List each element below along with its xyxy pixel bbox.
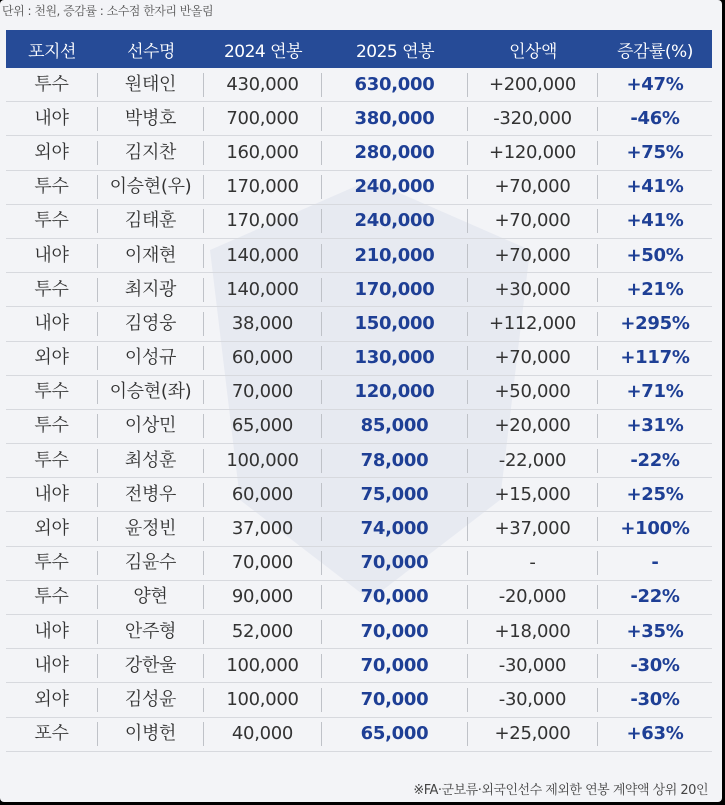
salary-2025-cell: 240,000 <box>322 209 468 233</box>
player-name-cell: 윤정빈 <box>98 517 204 541</box>
position-cell: 투수 <box>6 175 98 199</box>
raise-cell: +70,000 <box>468 175 598 199</box>
raise-cell: +15,000 <box>468 483 598 507</box>
salary-2024-cell: 100,000 <box>204 654 322 678</box>
raise-cell: +25,000 <box>468 722 598 746</box>
player-name-cell: 전병우 <box>98 483 204 507</box>
position-cell: 외야 <box>6 346 98 370</box>
salary-2024-cell: 40,000 <box>204 722 322 746</box>
player-name-cell: 이승현(좌) <box>98 380 204 404</box>
change-rate-cell: -22% <box>630 449 680 471</box>
raise-cell: +37,000 <box>468 517 598 541</box>
change-rate-cell: -46% <box>630 107 680 129</box>
position-cell: 포수 <box>6 722 98 746</box>
salary-2024-cell: 100,000 <box>204 688 322 712</box>
salary-2025-cell: 70,000 <box>322 551 468 575</box>
position-cell: 투수 <box>6 380 98 404</box>
salary-2025-cell: 630,000 <box>322 73 468 97</box>
raise-cell: -30,000 <box>468 654 598 678</box>
position-cell: 내야 <box>6 654 98 678</box>
salary-table <box>6 30 712 752</box>
change-rate-cell: +41% <box>626 176 684 198</box>
change-rate-cell: +31% <box>626 415 684 437</box>
table-row <box>6 68 712 102</box>
player-name-cell: 최성훈 <box>98 449 204 473</box>
table-body <box>6 68 712 752</box>
table-row <box>6 273 712 307</box>
table-row <box>6 307 712 341</box>
salary-2025-cell: 74,000 <box>322 517 468 541</box>
salary-2025-cell: 70,000 <box>322 688 468 712</box>
position-cell: 투수 <box>6 278 98 302</box>
footnote: ※FA·군보류·외국인선수 제외한 연봉 계약액 상위 20인 <box>413 783 708 798</box>
player-name-cell: 양현 <box>98 585 204 609</box>
change-rate-cell: +100% <box>620 518 690 540</box>
change-rate-cell: +50% <box>626 244 684 266</box>
change-rate-cell: +63% <box>626 723 684 745</box>
salary-2025-cell: 170,000 <box>322 278 468 302</box>
salary-2025-cell: 75,000 <box>322 483 468 507</box>
raise-cell: +200,000 <box>468 73 598 97</box>
salary-2024-cell: 60,000 <box>204 483 322 507</box>
change-rate-cell: -30% <box>630 688 680 710</box>
table-row <box>6 512 712 546</box>
raise-cell: +50,000 <box>468 380 598 404</box>
change-rate-cell: +71% <box>626 381 684 403</box>
player-name-cell: 김태훈 <box>98 209 204 233</box>
position-cell: 투수 <box>6 585 98 609</box>
change-rate-cell: +75% <box>626 141 684 163</box>
position-cell: 외야 <box>6 141 98 165</box>
salary-2024-cell: 140,000 <box>204 278 322 302</box>
table-row <box>6 649 712 683</box>
table-row <box>6 410 712 444</box>
table-row <box>6 239 712 273</box>
change-rate-cell: -22% <box>630 586 680 608</box>
raise-cell: - <box>468 551 598 575</box>
change-rate-cell: +25% <box>626 483 684 505</box>
position-cell: 내야 <box>6 483 98 507</box>
player-name-cell: 김성윤 <box>98 688 204 712</box>
table-row <box>6 718 712 752</box>
salary-2025-cell: 65,000 <box>322 722 468 746</box>
raise-cell: +70,000 <box>468 209 598 233</box>
header-salary-2024: 2024 연봉 <box>223 41 302 62</box>
raise-cell: -20,000 <box>468 585 598 609</box>
raise-cell: +112,000 <box>468 312 598 336</box>
change-rate-cell: - <box>651 552 659 574</box>
position-cell: 내야 <box>6 312 98 336</box>
position-cell: 투수 <box>6 551 98 575</box>
header-raise: 인상액 <box>509 41 557 62</box>
table-header <box>6 30 712 68</box>
salary-2024-cell: 170,000 <box>204 209 322 233</box>
table-row <box>6 478 712 512</box>
table-row <box>6 547 712 581</box>
salary-2025-cell: 280,000 <box>322 141 468 165</box>
salary-2024-cell: 140,000 <box>204 244 322 268</box>
raise-cell: -30,000 <box>468 688 598 712</box>
position-cell: 외야 <box>6 517 98 541</box>
salary-2024-cell: 90,000 <box>204 585 322 609</box>
position-cell: 외야 <box>6 688 98 712</box>
header-salary-2025: 2025 연봉 <box>355 41 434 62</box>
salary-2024-cell: 70,000 <box>204 551 322 575</box>
change-rate-cell: +35% <box>626 620 684 642</box>
raise-cell: +120,000 <box>468 141 598 165</box>
header-change-rate: 증감률(%) <box>617 41 693 62</box>
player-name-cell: 최지광 <box>98 278 204 302</box>
player-name-cell: 김지찬 <box>98 141 204 165</box>
salary-2025-cell: 130,000 <box>322 346 468 370</box>
salary-2025-cell: 150,000 <box>322 312 468 336</box>
salary-2024-cell: 170,000 <box>204 175 322 199</box>
player-name-cell: 안주형 <box>98 620 204 644</box>
table-row <box>6 136 712 170</box>
salary-2025-cell: 240,000 <box>322 175 468 199</box>
change-rate-cell: +21% <box>626 278 684 300</box>
header-player-name: 선수명 <box>127 41 175 62</box>
player-name-cell: 원태인 <box>98 73 204 97</box>
salary-2024-cell: 65,000 <box>204 414 322 438</box>
change-rate-cell: -30% <box>630 654 680 676</box>
header-position: 포지션 <box>28 41 76 62</box>
table-row <box>6 102 712 136</box>
player-name-cell: 이재현 <box>98 244 204 268</box>
unit-note: 단위 : 천원, 증감률 : 소수점 한자리 반올림 <box>2 4 214 18</box>
salary-2024-cell: 38,000 <box>204 312 322 336</box>
position-cell: 내야 <box>6 620 98 644</box>
table-row <box>6 444 712 478</box>
salary-2024-cell: 70,000 <box>204 380 322 404</box>
salary-2024-cell: 430,000 <box>204 73 322 97</box>
table-row <box>6 171 712 205</box>
raise-cell: +70,000 <box>468 346 598 370</box>
raise-cell: +18,000 <box>468 620 598 644</box>
table-row <box>6 615 712 649</box>
change-rate-cell: +41% <box>626 210 684 232</box>
change-rate-cell: +47% <box>626 73 684 95</box>
salary-2025-cell: 70,000 <box>322 654 468 678</box>
player-name-cell: 이병헌 <box>98 722 204 746</box>
raise-cell: -22,000 <box>468 449 598 473</box>
salary-2025-cell: 120,000 <box>322 380 468 404</box>
player-name-cell: 강한울 <box>98 654 204 678</box>
position-cell: 투수 <box>6 414 98 438</box>
table-row <box>6 581 712 615</box>
salary-2025-cell: 78,000 <box>322 449 468 473</box>
raise-cell: +70,000 <box>468 244 598 268</box>
table-row <box>6 376 712 410</box>
raise-cell: +20,000 <box>468 414 598 438</box>
raise-cell: -320,000 <box>468 107 598 131</box>
position-cell: 내야 <box>6 244 98 268</box>
change-rate-cell: +117% <box>620 347 690 369</box>
salary-2025-cell: 70,000 <box>322 585 468 609</box>
player-name-cell: 박병호 <box>98 107 204 131</box>
salary-2025-cell: 380,000 <box>322 107 468 131</box>
change-rate-cell: +295% <box>620 312 690 334</box>
table-row <box>6 205 712 239</box>
position-cell: 투수 <box>6 209 98 233</box>
position-cell: 투수 <box>6 449 98 473</box>
salary-2024-cell: 60,000 <box>204 346 322 370</box>
salary-2025-cell: 210,000 <box>322 244 468 268</box>
salary-2024-cell: 37,000 <box>204 517 322 541</box>
table-row <box>6 683 712 717</box>
player-name-cell: 김윤수 <box>98 551 204 575</box>
player-name-cell: 이성규 <box>98 346 204 370</box>
salary-2025-cell: 85,000 <box>322 414 468 438</box>
salary-2024-cell: 160,000 <box>204 141 322 165</box>
raise-cell: +30,000 <box>468 278 598 302</box>
player-name-cell: 이상민 <box>98 414 204 438</box>
player-name-cell: 김영웅 <box>98 312 204 336</box>
salary-2025-cell: 70,000 <box>322 620 468 644</box>
position-cell: 내야 <box>6 107 98 131</box>
position-cell: 투수 <box>6 73 98 97</box>
table-row <box>6 342 712 376</box>
salary-2024-cell: 700,000 <box>204 107 322 131</box>
player-name-cell: 이승현(우) <box>98 175 204 199</box>
salary-2024-cell: 100,000 <box>204 449 322 473</box>
salary-2024-cell: 52,000 <box>204 620 322 644</box>
